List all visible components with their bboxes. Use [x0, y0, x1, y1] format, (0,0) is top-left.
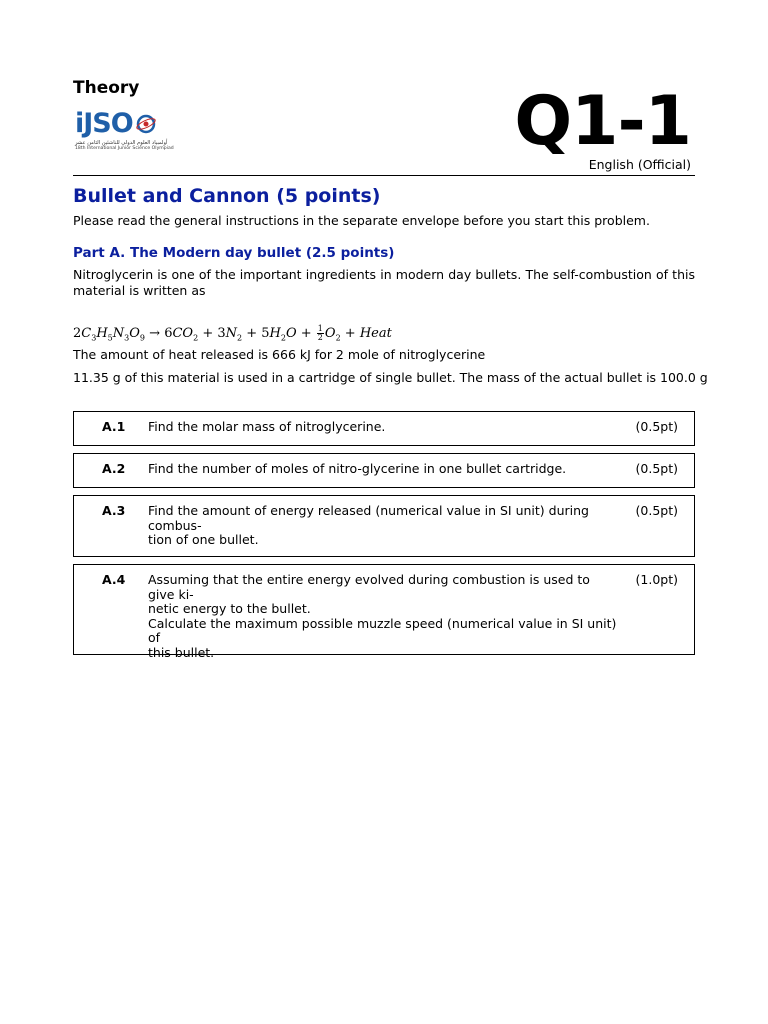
header-divider: [73, 175, 695, 176]
combustion-equation: $2C_3H_5N_3O_9 \to 6CO_2 + 3N_2 + 5H_2O$ + $\frac{1}{2}$ $O_2$ + Heat: [73, 324, 392, 343]
logo-english-text: 18th International Junior Science Olympiad: [75, 146, 174, 151]
question-text: Find the molar mass of nitroglycerine.: [148, 419, 386, 434]
section-title: Theory: [73, 78, 140, 98]
question-box-a3: [73, 495, 695, 557]
question-code: Q1-1: [514, 82, 691, 161]
problem-title: Bullet and Cannon (5 points): [73, 185, 381, 207]
question-box-a2: [73, 453, 695, 488]
logo-arabic-text: أولمبياد العلوم الدولي للناشئين الثامن عشر: [75, 140, 168, 146]
mass-statement: 11.35 g of this material is used in a cartridge of single bullet. The mass of the actual bullet is 100.0 g: [73, 370, 708, 385]
question-points: (1.0pt): [635, 572, 678, 587]
heat-statement: The amount of heat released is 666 kJ for 2 mole of nitroglycerine: [73, 347, 486, 362]
question-box-a4: [73, 564, 695, 660]
question-id: A.3: [102, 503, 126, 518]
question-points: (0.5pt): [635, 419, 678, 434]
language-label: English (Official): [588, 157, 691, 172]
question-points: (0.5pt): [635, 503, 678, 518]
part-a-intro: Nitroglycerin is one of the important ingredients in modern day bullets. The self-combustion of this material is written as: [73, 267, 695, 298]
section-label: [73, 78, 139, 98]
question-id: A.4: [102, 572, 126, 587]
part-a-heading: Part A. The Modern day bullet (2.5 points): [73, 245, 395, 261]
question-id: A.2: [102, 461, 126, 476]
atom-icon: [135, 112, 157, 136]
ijso-logo: [75, 110, 175, 156]
question-text: Find the amount of energy released (numerical value in SI unit) during combus- tion of one bullet.: [148, 503, 589, 547]
logo-wordmark: iJSO: [75, 108, 133, 139]
question-text: Find the number of moles of nitro-glycerine in one bullet cartridge.: [148, 461, 567, 476]
instructions: Please read the general instructions in the separate envelope before you start this problem.: [73, 213, 650, 228]
question-points: (0.5pt): [635, 461, 678, 476]
question-text: Assuming that the entire energy evolved during combustion is used to give ki- netic energy to the bullet. Calculate the maximum possible muzzle speed (numerical value in SI unit) of this bullet.: [148, 572, 617, 660]
question-box-a1: [73, 411, 695, 446]
question-id: A.1: [102, 419, 126, 434]
